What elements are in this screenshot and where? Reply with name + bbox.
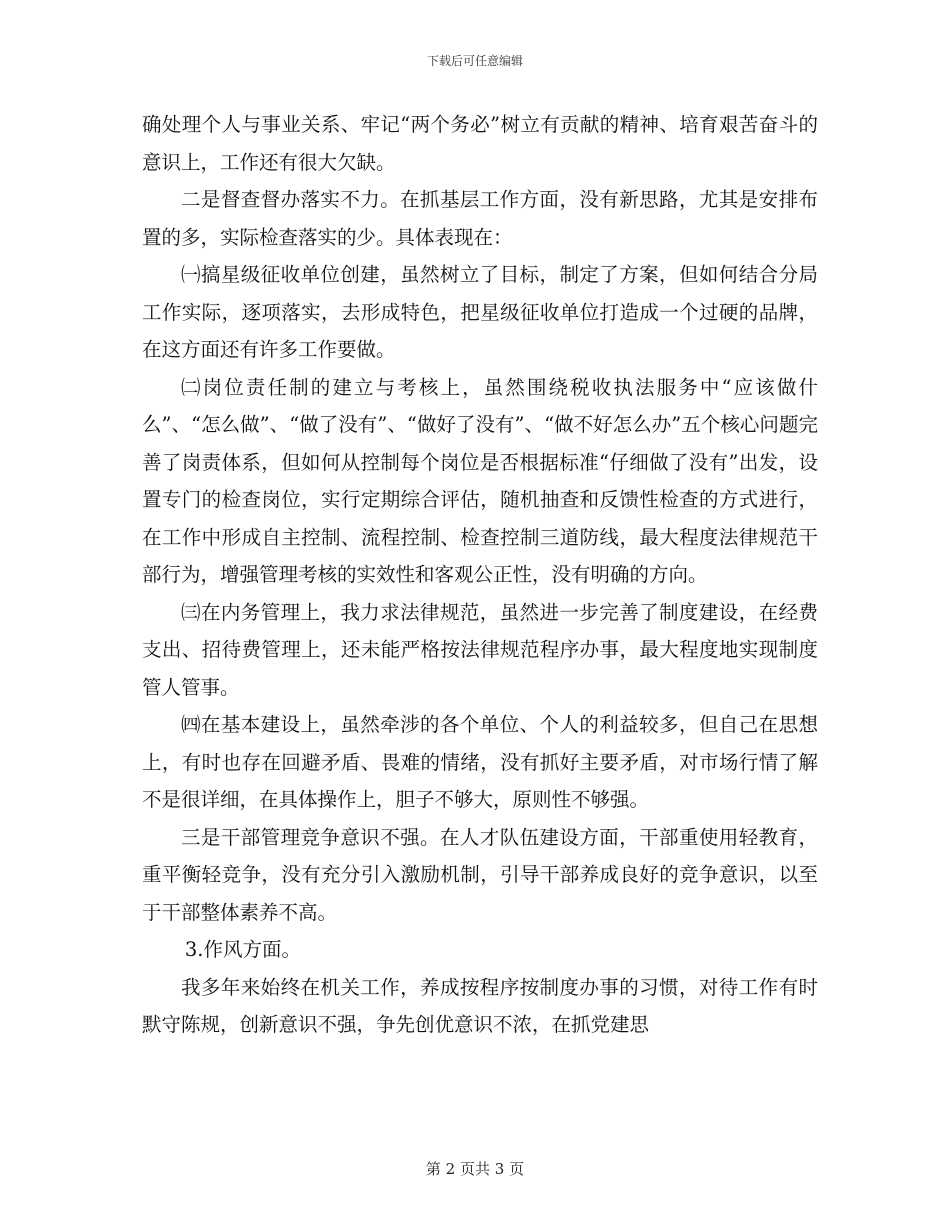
paragraph-point-two: 二是督查督办落实不力。在抓基层工作方面，没有新思路，尤其是安排布置的多，实际检查落实的少。具体表现在： [142, 188, 818, 249]
paragraph-sub-three: ㈢在内务管理上，我力求法律规范，虽然进一步完善了制度建设，在经费支出、招待费管理上，还未能严格按法律规范程序办事，最大程度地实现制度管人管事。 [142, 600, 818, 699]
paragraph-style-body: 我多年来始终在机关工作，养成按程序按制度办事的习惯，对待工作有时默守陈规，创新意识不强，争先创优意识不浓，在抓党建思 [142, 975, 818, 1036]
section-heading-style: 3.作风方面。 [184, 938, 301, 961]
paragraph-sub-one: ㈠搞星级征收单位创建，虽然树立了目标，制定了方案，但如何结合分局工作实际，逐项落实，去形成特色，把星级征收单位打造成一个过硬的品牌，在这方面还有许多工作要做。 [142, 263, 818, 361]
paragraph-sub-four: ㈣在基本建设上，虽然牵涉的各个单位、个人的利益较多，但自己在思想上，有时也存在回避矛盾、畏难的情绪，没有抓好主要矛盾，对市场行情了解不是很详细，在具体操作上，胆子不够大，原则性不够强。 [142, 713, 818, 811]
paragraph-point-three: 三是干部管理竞争意识不强。在人才队伍建设方面，干部重使用轻教育，重平衡轻竞争，没有充分引入激励机制，引导干部养成良好的竞争意识，以至于干部整体素养不高。 [142, 825, 818, 924]
paragraph-sub-two: ㈡岗位责任制的建立与考核上，虽然围绕税收执法服务中“应该做什么”、“怎么做”、“做了没有”、“做好了没有”、“做不好怎么办”五个核心问题完善了岗责体系，但如何从控制每个岗位是否根据标准“仔细做了没有”出发，设置专门的检查岗位，实行定期综合评估，随机抽查和反馈性检查的方式进行，在工作中形成自主控制、流程控制、检查控制三道防线，最大程度法律规范干部行为，增强管理考核的实效性和客观公正性，没有明确的方向。 [142, 375, 818, 586]
document-body [142, 106, 818, 1044]
page-header: 下载后可任意编辑 [426, 54, 523, 68]
page-footer: 第 2 页共 3 页 [425, 1160, 525, 1178]
paragraph-continuation: 确处理个人与事业关系、牢记“两个务必”树立有贡献的精神、培育艰苦奋斗的意识上，工作还有很大欠缺。 [142, 113, 818, 174]
